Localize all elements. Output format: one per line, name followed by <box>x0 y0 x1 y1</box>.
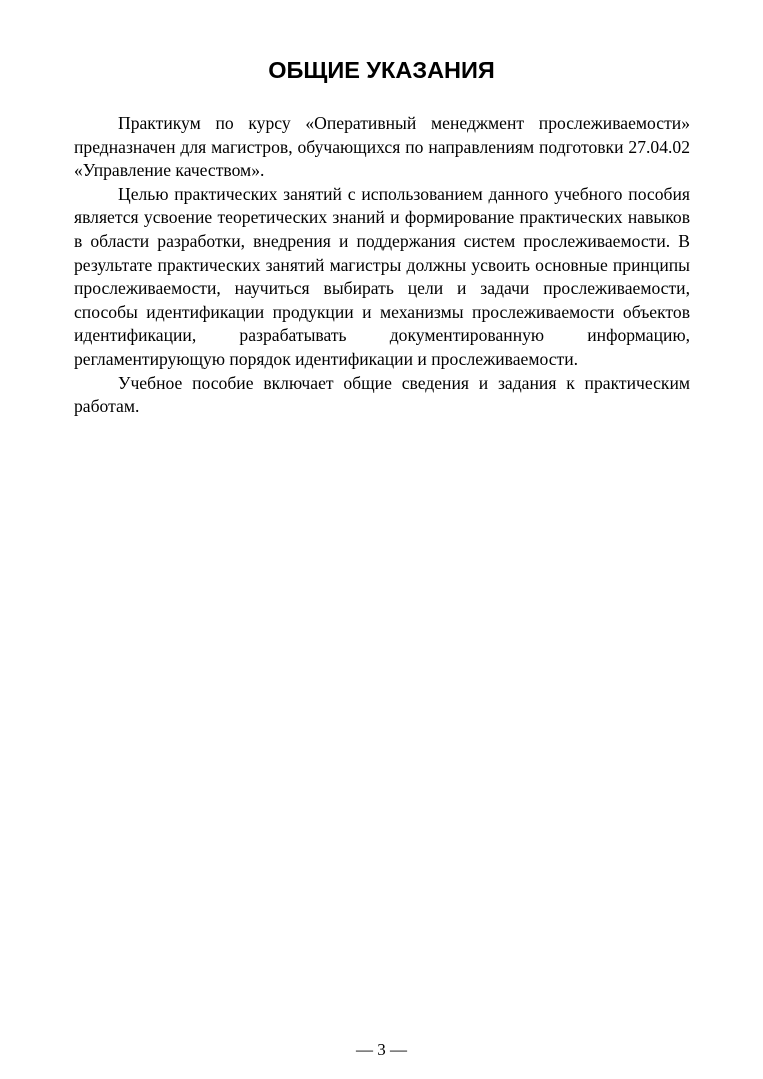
paragraph-course-purpose: Практикум по курсу «Оперативный менеджмент прослеживаемости» предназначен для магистров, обучающихся по направлениям подготовки 27.04.02 «Управление качеством». <box>74 113 690 181</box>
paragraph-practical-goals: Целью практических занятий с использованием данного учебного пособия является усвоение теоретических знаний и формирование практических навыков в области разработки, внедрения и поддержания систем прослеживаемости. В результате практических занятий магистры должны усвоить основные принципы прослеживаемости, научиться выбирать цели и задачи прослеживаемости, способы идентификации продукции и механизмы прослеживаемости объектов идентификации, разрабатывать документированную информацию, регламентирующую порядок идентификации и прослеживаемости. <box>74 183 690 369</box>
paragraph-contents: Учебное пособие включает общие сведения и задания к практическим работам. <box>74 372 690 417</box>
page-title: ОБЩИЕ УКАЗАНИЯ <box>268 57 495 83</box>
body-text <box>74 112 690 419</box>
page-number: — 3 — <box>356 1040 407 1059</box>
